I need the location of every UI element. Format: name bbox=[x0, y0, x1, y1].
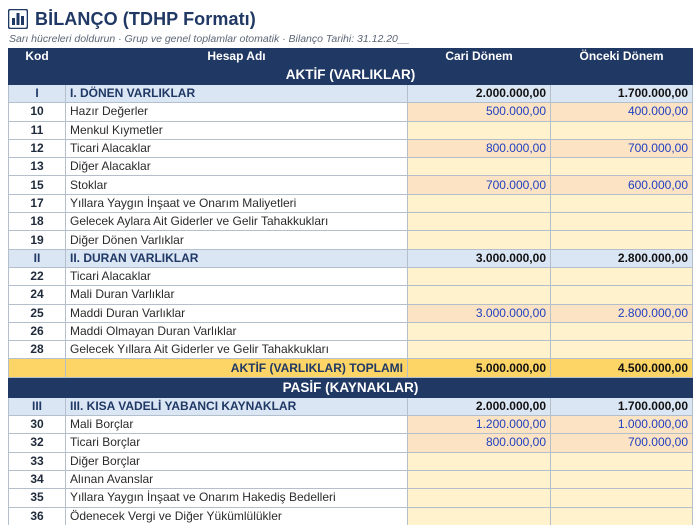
sheet-body bbox=[9, 65, 693, 525]
previous-period-input-cell[interactable] bbox=[551, 121, 693, 139]
account-code-cell[interactable]: 33 bbox=[9, 452, 66, 470]
account-row-22 bbox=[9, 267, 693, 285]
account-name-cell[interactable]: Alınan Avanslar bbox=[66, 470, 408, 488]
previous-period-input-cell[interactable]: 700.000,00 bbox=[551, 434, 693, 452]
group-row-donen-varliklar bbox=[9, 85, 693, 103]
current-period-input-cell[interactable] bbox=[408, 158, 551, 176]
total-label-cell[interactable]: AKTİF (VARLIKLAR) TOPLAMI bbox=[66, 359, 408, 377]
total-current-cell[interactable]: 5.000.000,00 bbox=[408, 359, 551, 377]
total-code-cell[interactable] bbox=[9, 359, 66, 377]
group-previous-total-cell[interactable]: 1.700.000,00 bbox=[551, 397, 693, 415]
current-period-input-cell[interactable] bbox=[408, 322, 551, 340]
current-period-input-cell[interactable] bbox=[408, 231, 551, 249]
account-row-30 bbox=[9, 416, 693, 434]
group-current-total-cell[interactable]: 3.000.000,00 bbox=[408, 249, 551, 267]
current-period-input-cell[interactable] bbox=[408, 286, 551, 304]
current-period-input-cell[interactable]: 800.000,00 bbox=[408, 139, 551, 157]
account-row-33 bbox=[9, 452, 693, 470]
current-period-input-cell[interactable]: 500.000,00 bbox=[408, 103, 551, 121]
account-row-32 bbox=[9, 434, 693, 452]
account-code-cell[interactable]: 34 bbox=[9, 470, 66, 488]
account-code-cell[interactable]: 28 bbox=[9, 341, 66, 359]
section-pasif-label[interactable]: PASİF (KAYNAKLAR) bbox=[9, 377, 693, 397]
previous-period-input-cell[interactable] bbox=[551, 267, 693, 285]
account-name-cell[interactable]: Gelecek Yıllara Ait Giderler ve Gelir Tahakkukları bbox=[66, 341, 408, 359]
previous-period-input-cell[interactable] bbox=[551, 507, 693, 525]
account-name-cell[interactable]: Yıllara Yaygın İnşaat ve Onarım Maliyetleri bbox=[66, 194, 408, 212]
account-row-36 bbox=[9, 507, 693, 525]
account-code-cell[interactable]: 11 bbox=[9, 121, 66, 139]
group-row-duran-varliklar bbox=[9, 249, 693, 267]
column-header-onceki-donem[interactable]: Önceki Dönem bbox=[551, 49, 693, 65]
account-row-35 bbox=[9, 489, 693, 507]
page-title: BİLANÇO (TDHP Formatı) bbox=[35, 8, 256, 29]
current-period-input-cell[interactable] bbox=[408, 213, 551, 231]
account-code-cell[interactable]: 13 bbox=[9, 158, 66, 176]
group-row-kisa-vadeli-yabanci-kaynaklar bbox=[9, 397, 693, 415]
previous-period-input-cell[interactable]: 1.000.000,00 bbox=[551, 416, 693, 434]
current-period-input-cell[interactable] bbox=[408, 489, 551, 507]
previous-period-input-cell[interactable] bbox=[551, 231, 693, 249]
account-row-13 bbox=[9, 158, 693, 176]
previous-period-input-cell[interactable] bbox=[551, 322, 693, 340]
account-row-11 bbox=[9, 121, 693, 139]
group-previous-total-cell[interactable]: 1.700.000,00 bbox=[551, 85, 693, 103]
account-code-cell[interactable]: 24 bbox=[9, 286, 66, 304]
instructions-subtitle: Sarı hücreleri doldurun · Grup ve genel toplamlar otomatik · Bilanço Tarihi: 31.12.20__ bbox=[9, 33, 410, 45]
previous-period-input-cell[interactable] bbox=[551, 286, 693, 304]
current-period-input-cell[interactable]: 700.000,00 bbox=[408, 176, 551, 194]
current-period-input-cell[interactable] bbox=[408, 194, 551, 212]
previous-period-input-cell[interactable] bbox=[551, 452, 693, 470]
previous-period-input-cell[interactable] bbox=[551, 470, 693, 488]
column-header-hesap-adi[interactable]: Hesap Adı bbox=[66, 49, 408, 65]
previous-period-input-cell[interactable]: 2.800.000,00 bbox=[551, 304, 693, 322]
account-code-cell[interactable]: 25 bbox=[9, 304, 66, 322]
account-row-15 bbox=[9, 176, 693, 194]
sheet-title-bar bbox=[8, 6, 256, 32]
account-name-cell[interactable]: Mali Duran Varlıklar bbox=[66, 286, 408, 304]
previous-period-input-cell[interactable] bbox=[551, 341, 693, 359]
account-code-cell[interactable]: 26 bbox=[9, 322, 66, 340]
account-name-cell[interactable]: Stoklar bbox=[66, 176, 408, 194]
section-pasif bbox=[9, 377, 693, 397]
account-row-24 bbox=[9, 286, 693, 304]
account-name-cell[interactable]: Gelecek Aylara Ait Giderler ve Gelir Tahakkukları bbox=[66, 213, 408, 231]
current-period-input-cell[interactable] bbox=[408, 267, 551, 285]
account-row-25 bbox=[9, 304, 693, 322]
previous-period-input-cell[interactable] bbox=[551, 158, 693, 176]
account-code-cell[interactable]: 15 bbox=[9, 176, 66, 194]
group-code-cell[interactable]: I bbox=[9, 85, 66, 103]
account-row-26 bbox=[9, 322, 693, 340]
section-aktif-label[interactable]: AKTİF (VARLIKLAR) bbox=[9, 65, 693, 85]
current-period-input-cell[interactable] bbox=[408, 341, 551, 359]
account-code-cell[interactable]: 12 bbox=[9, 139, 66, 157]
account-name-cell[interactable]: Ticari Borçlar bbox=[66, 434, 408, 452]
account-name-cell[interactable]: Diğer Borçlar bbox=[66, 452, 408, 470]
current-period-input-cell[interactable] bbox=[408, 470, 551, 488]
current-period-input-cell[interactable] bbox=[408, 507, 551, 525]
account-name-cell[interactable]: Menkul Kıymetler bbox=[66, 121, 408, 139]
current-period-input-cell[interactable]: 3.000.000,00 bbox=[408, 304, 551, 322]
group-name-cell[interactable]: II. DURAN VARLIKLAR bbox=[66, 249, 408, 267]
account-row-34 bbox=[9, 470, 693, 488]
account-row-28 bbox=[9, 341, 693, 359]
account-name-cell[interactable]: Hazır Değerler bbox=[66, 103, 408, 121]
account-code-cell[interactable]: 18 bbox=[9, 213, 66, 231]
group-name-cell[interactable]: III. KISA VADELİ YABANCI KAYNAKLAR bbox=[66, 397, 408, 415]
column-header-cari-donem[interactable]: Cari Dönem bbox=[408, 49, 551, 65]
previous-period-input-cell[interactable] bbox=[551, 489, 693, 507]
account-code-cell[interactable]: 22 bbox=[9, 267, 66, 285]
group-current-total-cell[interactable]: 2.000.000,00 bbox=[408, 397, 551, 415]
account-code-cell[interactable]: 19 bbox=[9, 231, 66, 249]
account-name-cell[interactable]: Ticari Alacaklar bbox=[66, 139, 408, 157]
account-code-cell[interactable]: 30 bbox=[9, 416, 66, 434]
group-name-cell[interactable]: I. DÖNEN VARLIKLAR bbox=[66, 85, 408, 103]
current-period-input-cell[interactable] bbox=[408, 121, 551, 139]
account-name-cell[interactable]: Ticari Alacaklar bbox=[66, 267, 408, 285]
account-name-cell[interactable]: Maddi Olmayan Duran Varlıklar bbox=[66, 322, 408, 340]
account-row-12 bbox=[9, 139, 693, 157]
account-name-cell[interactable]: Diğer Dönen Varlıklar bbox=[66, 231, 408, 249]
account-name-cell[interactable]: Maddi Duran Varlıklar bbox=[66, 304, 408, 322]
previous-period-input-cell[interactable] bbox=[551, 213, 693, 231]
current-period-input-cell[interactable] bbox=[408, 452, 551, 470]
previous-period-input-cell[interactable]: 700.000,00 bbox=[551, 139, 693, 157]
bar-chart-icon bbox=[8, 9, 28, 29]
account-row-18 bbox=[9, 213, 693, 231]
previous-period-input-cell[interactable]: 400.000,00 bbox=[551, 103, 693, 121]
column-header-kod[interactable]: Kod bbox=[9, 49, 66, 65]
group-code-cell[interactable]: III bbox=[9, 397, 66, 415]
column-header-row bbox=[9, 49, 693, 65]
account-code-cell[interactable]: 10 bbox=[9, 103, 66, 121]
balance-sheet-table bbox=[8, 48, 693, 525]
account-name-cell[interactable]: Ödenecek Vergi ve Diğer Yükümlülükler bbox=[66, 507, 408, 525]
account-name-cell[interactable]: Mali Borçlar bbox=[66, 416, 408, 434]
previous-period-input-cell[interactable] bbox=[551, 194, 693, 212]
account-code-cell[interactable]: 32 bbox=[9, 434, 66, 452]
total-previous-cell[interactable]: 4.500.000,00 bbox=[551, 359, 693, 377]
group-previous-total-cell[interactable]: 2.800.000,00 bbox=[551, 249, 693, 267]
account-code-cell[interactable]: 35 bbox=[9, 489, 66, 507]
previous-period-input-cell[interactable]: 600.000,00 bbox=[551, 176, 693, 194]
section-aktif bbox=[9, 65, 693, 85]
account-name-cell[interactable]: Diğer Alacaklar bbox=[66, 158, 408, 176]
account-row-10 bbox=[9, 103, 693, 121]
group-current-total-cell[interactable]: 2.000.000,00 bbox=[408, 85, 551, 103]
current-period-input-cell[interactable]: 800.000,00 bbox=[408, 434, 551, 452]
group-code-cell[interactable]: II bbox=[9, 249, 66, 267]
account-name-cell[interactable]: Yıllara Yaygın İnşaat ve Onarım Hakediş Bedelleri bbox=[66, 489, 408, 507]
account-code-cell[interactable]: 17 bbox=[9, 194, 66, 212]
aktif-total-row bbox=[9, 359, 693, 377]
current-period-input-cell[interactable]: 1.200.000,00 bbox=[408, 416, 551, 434]
account-row-17 bbox=[9, 194, 693, 212]
account-code-cell[interactable]: 36 bbox=[9, 507, 66, 525]
account-row-19 bbox=[9, 231, 693, 249]
